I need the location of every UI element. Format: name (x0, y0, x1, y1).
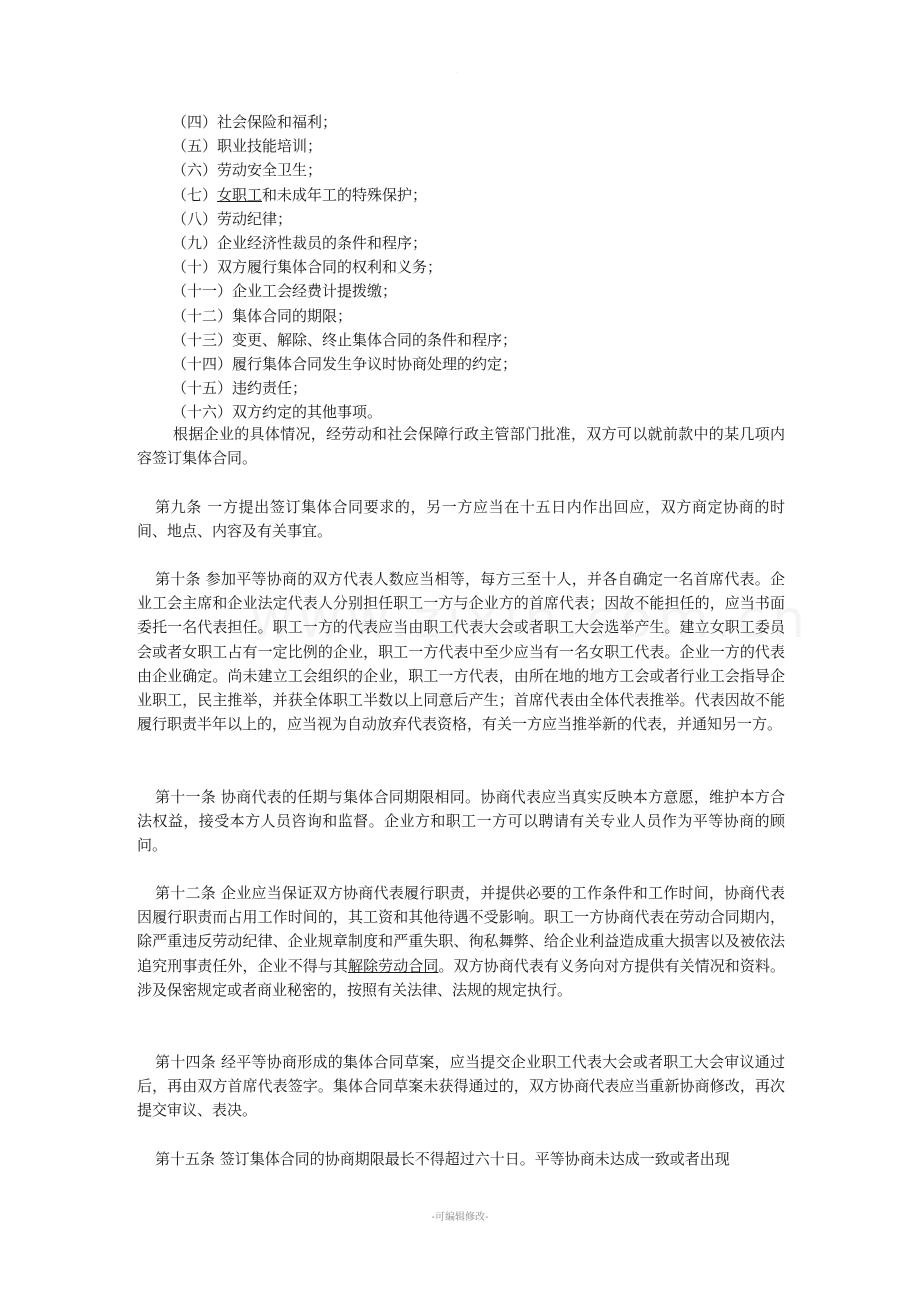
basis-paragraph: 根据企业的具体情况，经劳动和社会保障行政主管部门批准，双方可以就前款中的某几项内容签订集体合同。 (137, 425, 785, 468)
list-item: （四）社会保险和福利； (172, 113, 338, 131)
list-item-prefix: （七） (172, 185, 218, 204)
list-item: （九）企业经济性裁员的条件和程序； (172, 233, 428, 252)
clause-list (172, 110, 812, 424)
article-15: 第十五条 签订集体合同的协商期限最长不得超过六十日。平等协商未达成一致或者出现 (155, 1150, 730, 1168)
list-item-suffix: 和未成年工的特殊保护； (262, 185, 428, 204)
list-item: （五）职业技能培训； (172, 137, 323, 156)
article-11: 第十一条 协商代表的任期与集体合同期限相同。协商代表应当真实反映本方意愿，维护本方合法权益，接受本方人员咨询和监督。企业方和职工一方可以聘请有关专业人员作为平等协商的顾问。 (137, 788, 785, 855)
female-worker-link[interactable]: 女职工 (217, 185, 263, 204)
list-item: （十二）集体合同的期限； (172, 306, 353, 325)
list-item (172, 183, 812, 207)
list-item: （十四）履行集体合同发生争议时协商处理的约定； (172, 354, 518, 373)
list-item: （十）双方履行集体合同的权利和义务； (172, 258, 443, 277)
list-item: （十一）企业工会经费计提拨缴； (172, 282, 398, 301)
article-12 (137, 881, 785, 1002)
list-item: （十六）双方约定的其他事项。 (172, 403, 383, 422)
terminate-contract-link[interactable]: 解除劳动合同 (348, 956, 439, 975)
list-item: （六）劳动安全卫生； (172, 161, 323, 180)
list-item: （十五）违约责任； (172, 379, 308, 398)
article-12-text: 第十二条 企业应当保证双方协商代表履行职责，并提供必要的工作条件和工作时间，协商代表因履行职责而占用工作时间的，其工资和其他待遇不受影响。职工一方协商代表在劳动合同期内，除严重违反劳动纪律、企业规章制度和严重失职、徇私舞弊、给企业利益造成重大损害以及被依法追究刑事责任外，企业不得与其 (137, 884, 785, 975)
article-14: 第十四条 经平等协商形成的集体合同草案，应当提交企业职工代表大会或者职工大会审议通过后，再由双方首席代表签字。集体合同草案未获得通过的，双方协商代表应当重新协商修改，再次提交审议、表决。 (137, 1053, 785, 1120)
page-footer: -可编辑修改- (431, 1212, 489, 1223)
article-12-text-end: 。双方协商代表有义务向对方提供有关情况和资料。涉及保密规定或者商业秘密的，按照有关法律、法规的规定执行。 (137, 956, 785, 999)
article-9: 第九条 一方提出签订集体合同要求的，另一方应当在十五日内作出回应，双方商定协商的时间、地点、内容及有关事宜。 (137, 498, 785, 541)
top-mark: . (456, 68, 458, 75)
list-item: （八）劳动纪律； (172, 209, 293, 228)
article-10: 第十条 参加平等协商的双方代表人数应当相等，每方三至十人，并各自确定一名首席代表。企业工会主席和企业法定代表人分别担任职工一方与企业方的首席代表；因故不能担任的，应当书面委托一名代表担任。职工一方的代表应当由职工代表大会或者职工大会选举产生。建立女职工委员会或者女职工占有一定比例的企业，职工一方代表中至少应当有一名女职工代表。企业一方的代表由企业确定。尚未建立工会组织的企业，职工一方代表，由所在地的地方工会或者行业工会指导企业职工，民主推举，并获全体职工半数以上同意后产生；首席代表由全体代表推举。代表因故不能履行职责半年以上的，应当视为自动放弃代表资格，有关一方应当推举新的代表，并通知另一方。 (137, 570, 785, 734)
list-item: （十三）变更、解除、终止集体合同的条件和程序； (172, 330, 518, 349)
